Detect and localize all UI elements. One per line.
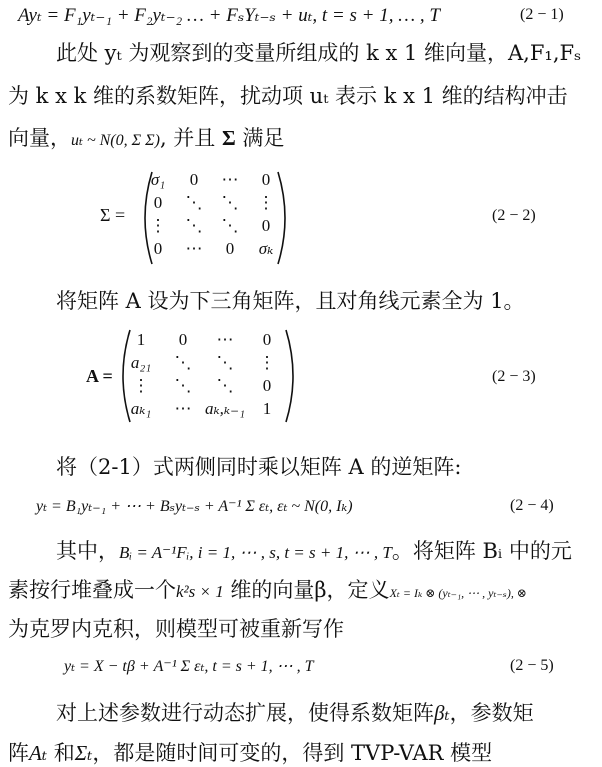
- paragraph-5-line-2: 阵Aₜ 和Σₜ，都是随时间可变的，得到 TVP-VAR 模型: [8, 741, 493, 765]
- matrix-cell: a₂₁: [130, 353, 152, 372]
- matrix-cell: ⋯: [174, 399, 192, 418]
- matrix-cell: ⋱: [185, 216, 203, 235]
- paragraph-4-line-3: 为克罗内克积，则模型可被重新写作: [8, 617, 344, 641]
- matrix-cell: 0: [262, 376, 272, 395]
- matrix-cell: ⋱: [174, 353, 192, 372]
- paragraph-1-line-1: 此处 yₜ 为观察到的变量所组成的 k x 1 维向量，A,F₁,Fₛ: [56, 41, 582, 65]
- matrix-cell: ⋮: [132, 376, 150, 395]
- equation-2-4: yₜ = B₁yₜ₋₁ + ⋯ + Bₛyₜ₋ₛ + A⁻¹ Σ εₜ, εₜ ~ N(0, Iₖ): [36, 498, 353, 515]
- matrix-cell: ⋱: [174, 376, 192, 395]
- matrix-cell: 0: [153, 239, 163, 258]
- equation-number-2-1: (2 − 1): [520, 6, 564, 23]
- paragraph-2: 将矩阵 A 设为下三角矩阵，且对角线元素全为 1。: [56, 289, 525, 313]
- matrix-cell: aₖ,ₖ₋₁: [204, 399, 246, 418]
- matrix-cell: 0: [261, 216, 271, 235]
- matrix-cell: σ₁: [150, 170, 166, 189]
- equation-number-2-2: (2 − 2): [492, 207, 536, 224]
- matrix-cell: ⋯: [216, 330, 234, 349]
- matrix-cell: ⋯: [185, 239, 203, 258]
- equation-2-5: yₜ = X − tβ + A⁻¹ Σ εₜ, t = s + 1, ⋯ , T: [64, 658, 314, 675]
- matrix-cell: ⋱: [221, 216, 239, 235]
- sigma-lhs: Σ =: [100, 205, 126, 225]
- matrix-cell: ⋱: [216, 376, 234, 395]
- matrix-cell: ⋱: [185, 193, 203, 212]
- paragraph-1-line-3: 向量，uₜ ~ N(0, Σ Σ), 并且 Σ 满足: [8, 126, 285, 150]
- matrix-cell: 0: [189, 170, 199, 189]
- equation-number-2-5: (2 − 5): [510, 657, 554, 674]
- paragraph-5-line-1: 对上述参数进行动态扩展，使得系数矩阵βₜ，参数矩: [56, 701, 534, 725]
- equation-2-1: Ayₜ = F₁yₜ₋₁ + F₂yₜ₋₂ … + FₛYₜ₋ₛ + uₜ, t = s + 1, … , T: [18, 5, 440, 26]
- equation-number-2-3: (2 − 3): [492, 368, 536, 385]
- matrix-cell: ⋮: [149, 216, 167, 235]
- matrix-cell: 0: [178, 330, 188, 349]
- matrix-cell: ⋮: [258, 353, 276, 372]
- matrix-cell: ⋱: [216, 353, 234, 372]
- paragraph-3: 将（2-1）式两侧同时乘以矩阵 A 的逆矩阵:: [56, 455, 462, 479]
- matrix-cell: σₖ: [258, 239, 274, 258]
- matrix-cell: 0: [153, 193, 163, 212]
- paragraph-4-line-2: 素按行堆叠成一个k²s × 1 维的向量β，定义Xₜ = Iₖ ⊗ (yₜ₋₁, ⋯ , yₜ₋ₛ), ⊗: [8, 578, 527, 602]
- matrix-cell: ⋯: [221, 170, 239, 189]
- matrix-cell: 0: [261, 170, 271, 189]
- paragraph-1-line-2: 为 k x k 维的系数矩阵，扰动项 uₜ 表示 k x 1 维的结构冲击: [8, 84, 568, 108]
- matrix-cell: 1: [136, 330, 146, 349]
- matrix-cell: ⋮: [257, 193, 275, 212]
- equation-number-2-4: (2 − 4): [510, 497, 554, 514]
- matrix-cell: aₖ₁: [130, 399, 152, 418]
- matrix-cell: 0: [225, 239, 235, 258]
- a-lhs: A =: [86, 366, 113, 386]
- matrix-cell: 0: [262, 330, 272, 349]
- paragraph-4-line-1: 其中，Bᵢ = A⁻¹Fᵢ, i = 1, ⋯ , s, t = s + 1, ⋯ , T。将矩阵 Bᵢ 中的元: [56, 539, 572, 563]
- matrix-cell: ⋱: [221, 193, 239, 212]
- matrix-cell: 1: [262, 399, 272, 418]
